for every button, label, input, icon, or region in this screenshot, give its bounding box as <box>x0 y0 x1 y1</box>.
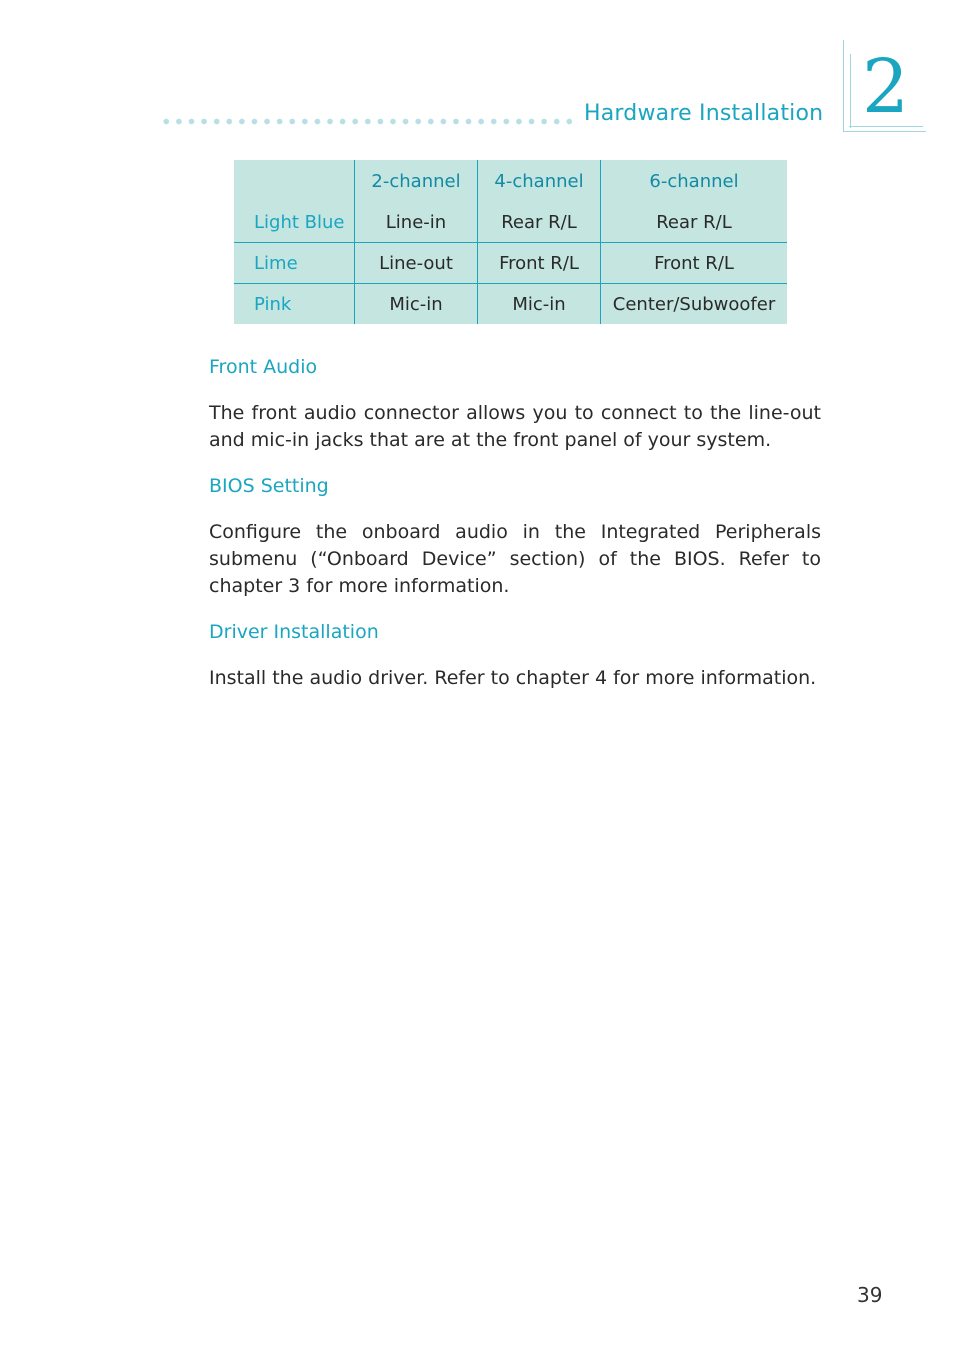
row-label: Light Blue <box>234 202 355 243</box>
table-cell: Center/Subwoofer <box>612 293 776 315</box>
table-cell: Front R/L <box>478 243 601 284</box>
column-header: 4-channel <box>478 160 601 202</box>
audio-jack-table <box>234 160 787 324</box>
table-cell: Rear R/L <box>601 202 788 243</box>
table-cell: Mic-in <box>355 284 478 325</box>
driver-installation-text: Install the audio driver. Refer to chapter 4 for more information. <box>209 667 817 689</box>
table-row <box>234 243 787 284</box>
header-dot-rule <box>160 117 572 126</box>
chapter-number: 2 <box>862 44 910 130</box>
bios-setting-text: Configure the onboard audio in the Integrated Peripherals submenu (“Onboard Device” section) of the BIOS. Refer to chapter 3 for more information. <box>209 521 821 597</box>
table-header-row <box>234 160 787 202</box>
table-cell: Line-in <box>355 202 478 243</box>
front-audio-text: The front audio connector allows you to connect to the line-out and mic-in jacks that are at the front panel of your system. <box>209 402 821 451</box>
front-audio-heading: Front Audio <box>209 356 318 378</box>
table-cell: Front R/L <box>601 243 788 284</box>
column-header: 2-channel <box>355 160 478 202</box>
section-title: Hardware Installation <box>584 101 824 126</box>
table-cell: Rear R/L <box>478 202 601 243</box>
table-row <box>234 202 787 243</box>
table-row <box>234 284 787 325</box>
column-header <box>234 160 355 202</box>
bios-setting-heading: BIOS Setting <box>209 475 329 497</box>
page-number: 39 <box>857 1283 883 1307</box>
table-cell: Line-out <box>355 243 478 284</box>
row-label: Lime <box>234 243 355 284</box>
table-cell: Mic-in <box>478 284 601 325</box>
column-header: 6-channel <box>649 170 739 192</box>
row-label: Pink <box>234 284 355 325</box>
driver-installation-heading: Driver Installation <box>209 621 379 643</box>
